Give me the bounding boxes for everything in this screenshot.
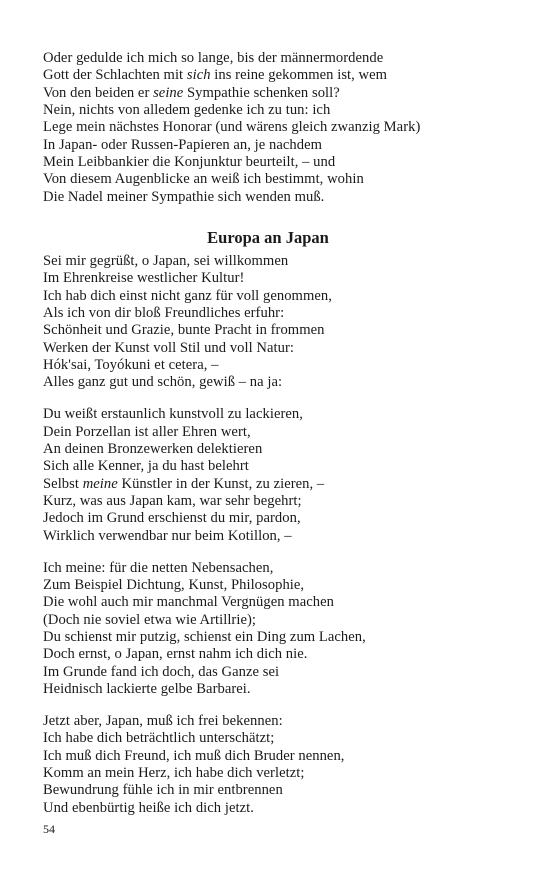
text-run: Alles ganz gut und schön, gewiß – na ja: (43, 374, 283, 391)
verse-line (43, 782, 283, 799)
text-run: Heidnisch lackierte gelbe Barbarei. (43, 681, 251, 698)
verse-line (43, 340, 294, 357)
verse-line (43, 253, 288, 270)
text-run: Im Ehrenkreise westlicher Kultur! (43, 270, 245, 287)
verse-line (43, 765, 304, 782)
prose-line (43, 102, 330, 119)
text-run: Jedoch im Grund erschienst du mir, pardon, (43, 510, 301, 527)
verse-line (43, 713, 283, 730)
verse-line (43, 288, 332, 305)
text-run: Nein, nichts von alledem gedenke ich zu tun: ich (43, 102, 331, 119)
prose-line (43, 50, 383, 67)
text-run: Jetzt aber, Japan, muß ich frei bekennen: (43, 712, 283, 729)
text-run: Doch ernst, o Japan, ernst nahm ich dich nie. (43, 646, 308, 663)
verse-line (43, 629, 366, 646)
text-run: Die wohl auch mir manchmal Vergnügen machen (43, 594, 334, 611)
text-run: Du schienst mir putzig, schienst ein Ding zum Lachen, (43, 629, 366, 645)
verse-line (43, 357, 218, 374)
text-run: Und ebenbürtig heiße ich dich jetzt. (43, 799, 254, 816)
verse-line (43, 458, 249, 475)
verse-line (43, 646, 307, 663)
text-run: Dein Porzellan ist aller Ehren wert, (43, 423, 251, 440)
verse-line (43, 730, 274, 747)
text-run: Wirklich verwendbar nur beim Kotillon, – (43, 527, 292, 544)
verse-line (43, 374, 282, 391)
text-run: Werken der Kunst voll Stil und voll Natur: (43, 339, 295, 356)
text-run: Oder gedulde ich mich so lange, bis der männermordende (43, 50, 384, 66)
text-run: Die Nadel meiner Sympathie sich wenden muß. (43, 188, 325, 205)
text-run: Kurz, was aus Japan kam, war sehr begehrt; (43, 493, 302, 510)
poem-title: Europa an Japan (207, 228, 329, 247)
text-run: ins reine gekommen ist, wem (210, 67, 388, 84)
verse-line (43, 322, 324, 339)
verse-line (43, 493, 302, 510)
text-run: In Japan- oder Russen-Papieren an, je nachdem (43, 136, 323, 153)
text-run: Du weißt erstaunlich kunstvoll zu lackieren, (43, 406, 303, 423)
emphasized-word: meine (82, 475, 118, 492)
text-run: Von den beiden er (43, 84, 154, 101)
verse-line (43, 594, 334, 611)
text-run: Von diesem Augenblicke an weiß ich bestimmt, wohin (43, 171, 364, 188)
verse-line (43, 476, 324, 493)
text-run: An deinen Bronzewerken delektieren (43, 441, 263, 457)
verse-line (43, 664, 279, 681)
verse-line (43, 577, 304, 594)
text-run: Als ich von dir bloß Freundliches erfuhr: (43, 305, 285, 322)
verse-line (43, 270, 244, 287)
verse-line (43, 528, 292, 545)
text-run: Künstler in der Kunst, zu zieren, – (117, 475, 325, 492)
text-run: Selbst (43, 475, 83, 492)
verse-line (43, 748, 345, 765)
verse-line (43, 424, 251, 441)
prose-line (43, 171, 364, 188)
prose-line (43, 67, 387, 84)
text-run: Ich muß dich Freund, ich muß dich Bruder nennen, (43, 747, 345, 764)
text-run: Ich meine: für die netten Nebensachen, (43, 559, 274, 576)
verse-line (43, 800, 254, 817)
verse-line (43, 560, 273, 577)
prose-line (43, 154, 335, 171)
prose-line (43, 189, 324, 206)
text-run: Ich habe dich beträchtlich unterschätzt; (43, 730, 275, 747)
text-run: Zum Beispiel Dichtung, Kunst, Philosophie, (43, 576, 305, 593)
text-run: Gott der Schlachten mit (43, 67, 187, 84)
text-run: Sympathie schenken soll? (183, 84, 340, 101)
text-run: Schönheit und Grazie, bunte Pracht in frommen (43, 322, 325, 339)
text-run: Sich alle Kenner, ja du hast belehrt (43, 458, 249, 475)
text-run: Sei mir gegrüßt, o Japan, sei willkommen (43, 253, 289, 269)
prose-line (43, 119, 420, 136)
verse-line (43, 681, 251, 698)
text-run: Ich hab dich einst nicht ganz für voll genommen, (43, 287, 332, 304)
text-run: Bewundrung fühle ich in mir entbrennen (43, 782, 283, 799)
text-run: Mein Leibbankier die Konjunktur beurteilt, – und (43, 154, 336, 171)
text-run: (Doch nie soviel etwa wie Artillrie); (43, 611, 256, 628)
verse-line (43, 612, 256, 629)
prose-line (43, 85, 340, 102)
verse-line (43, 406, 303, 423)
verse-line (43, 510, 301, 527)
prose-line (43, 137, 322, 154)
emphasized-word: seine (153, 84, 184, 101)
text-run: Im Grunde fand ich doch, das Ganze sei (43, 663, 280, 680)
emphasized-word: sich (186, 67, 211, 84)
text-run: Hók'sai, Toyókuni et cetera, – (43, 357, 219, 374)
verse-line (43, 305, 284, 322)
page-number: 54 (43, 822, 55, 836)
text-run: Lege mein nächstes Honorar (und wärens gleich zwanzig Mark) (43, 119, 421, 136)
text-run: Komm an mein Herz, ich habe dich verletzt; (43, 764, 305, 781)
verse-line (43, 441, 262, 458)
